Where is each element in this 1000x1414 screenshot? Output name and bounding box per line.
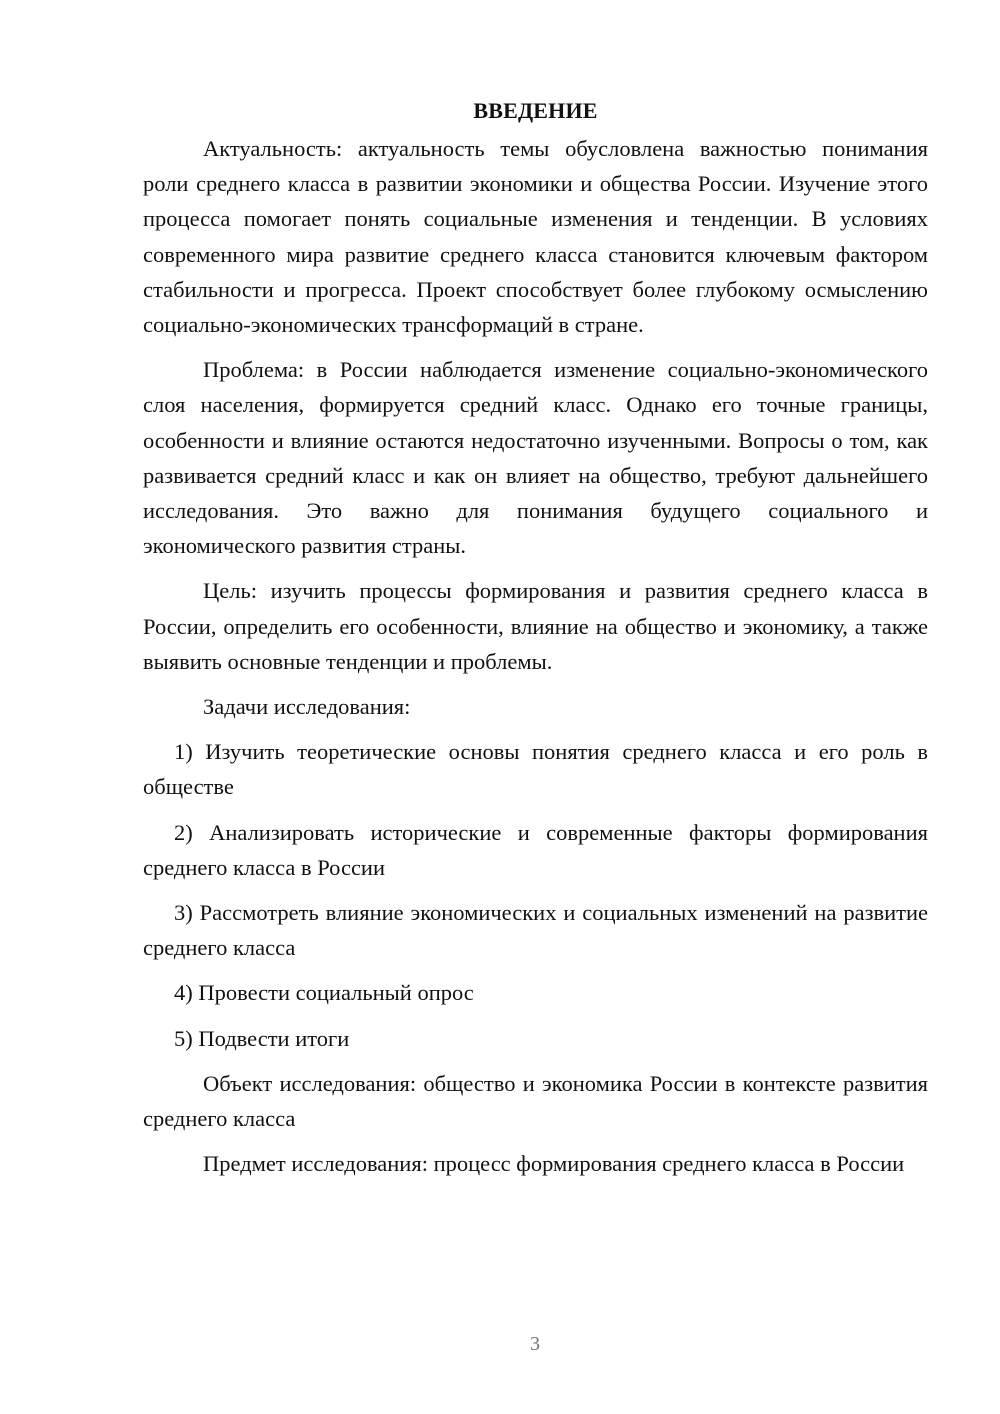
task-item-2: 2) Анализировать исторические и современные факторы формирования среднего класса в России <box>143 819 928 880</box>
goal-paragraph: Цель: изучить процессы формирования и развития среднего класса в России, определить его особенности, влияние на общество и экономику, а также выявить основные тенденции и проблемы. <box>143 578 928 674</box>
task-item-5: 5) Подвести итоги <box>174 1025 350 1051</box>
relevance-paragraph: Актуальность: актуальность темы обусловлена важностью понимания роли среднего класса в развитии экономики и общества России. Изучение этого процесса помогает понять социальные изменения и тенденции. В условиях современного мира развитие среднего класса становится ключевым фактором стабильности и прогресса. Проект способствует более глубокому осмыслению социально-экономических трансформаций в стране. <box>143 136 928 338</box>
problem-paragraph: Проблема: в России наблюдается изменение социально-экономического слоя населения, формируется средний класс. Однако его точные границы, особенности и влияние остаются недостаточно изученными. Вопросы о том, как развивается средний класс и как он влияет на общество, требуют дальнейшего исследования. Это важно для понимания будущего социального и экономического развития страны. <box>143 357 928 559</box>
page-title: ВВЕДЕНИЕ <box>473 98 598 123</box>
page-number: 3 <box>530 1333 540 1355</box>
document-page <box>143 96 928 1191</box>
tasks-heading: Задачи исследования: <box>203 694 411 720</box>
subject-paragraph: Предмет исследования: процесс формирования среднего класса в России <box>203 1151 905 1177</box>
task-item-4: 4) Провести социальный опрос <box>174 980 474 1006</box>
object-paragraph: Объект исследования: общество и экономика России в контексте развития среднего класса <box>143 1070 928 1132</box>
task-item-3: 3) Рассмотреть влияние экономических и социальных изменений на развитие среднего класса <box>143 900 928 961</box>
task-item-1: 1) Изучить теоретические основы понятия среднего класса и его роль в обществе <box>143 739 928 800</box>
